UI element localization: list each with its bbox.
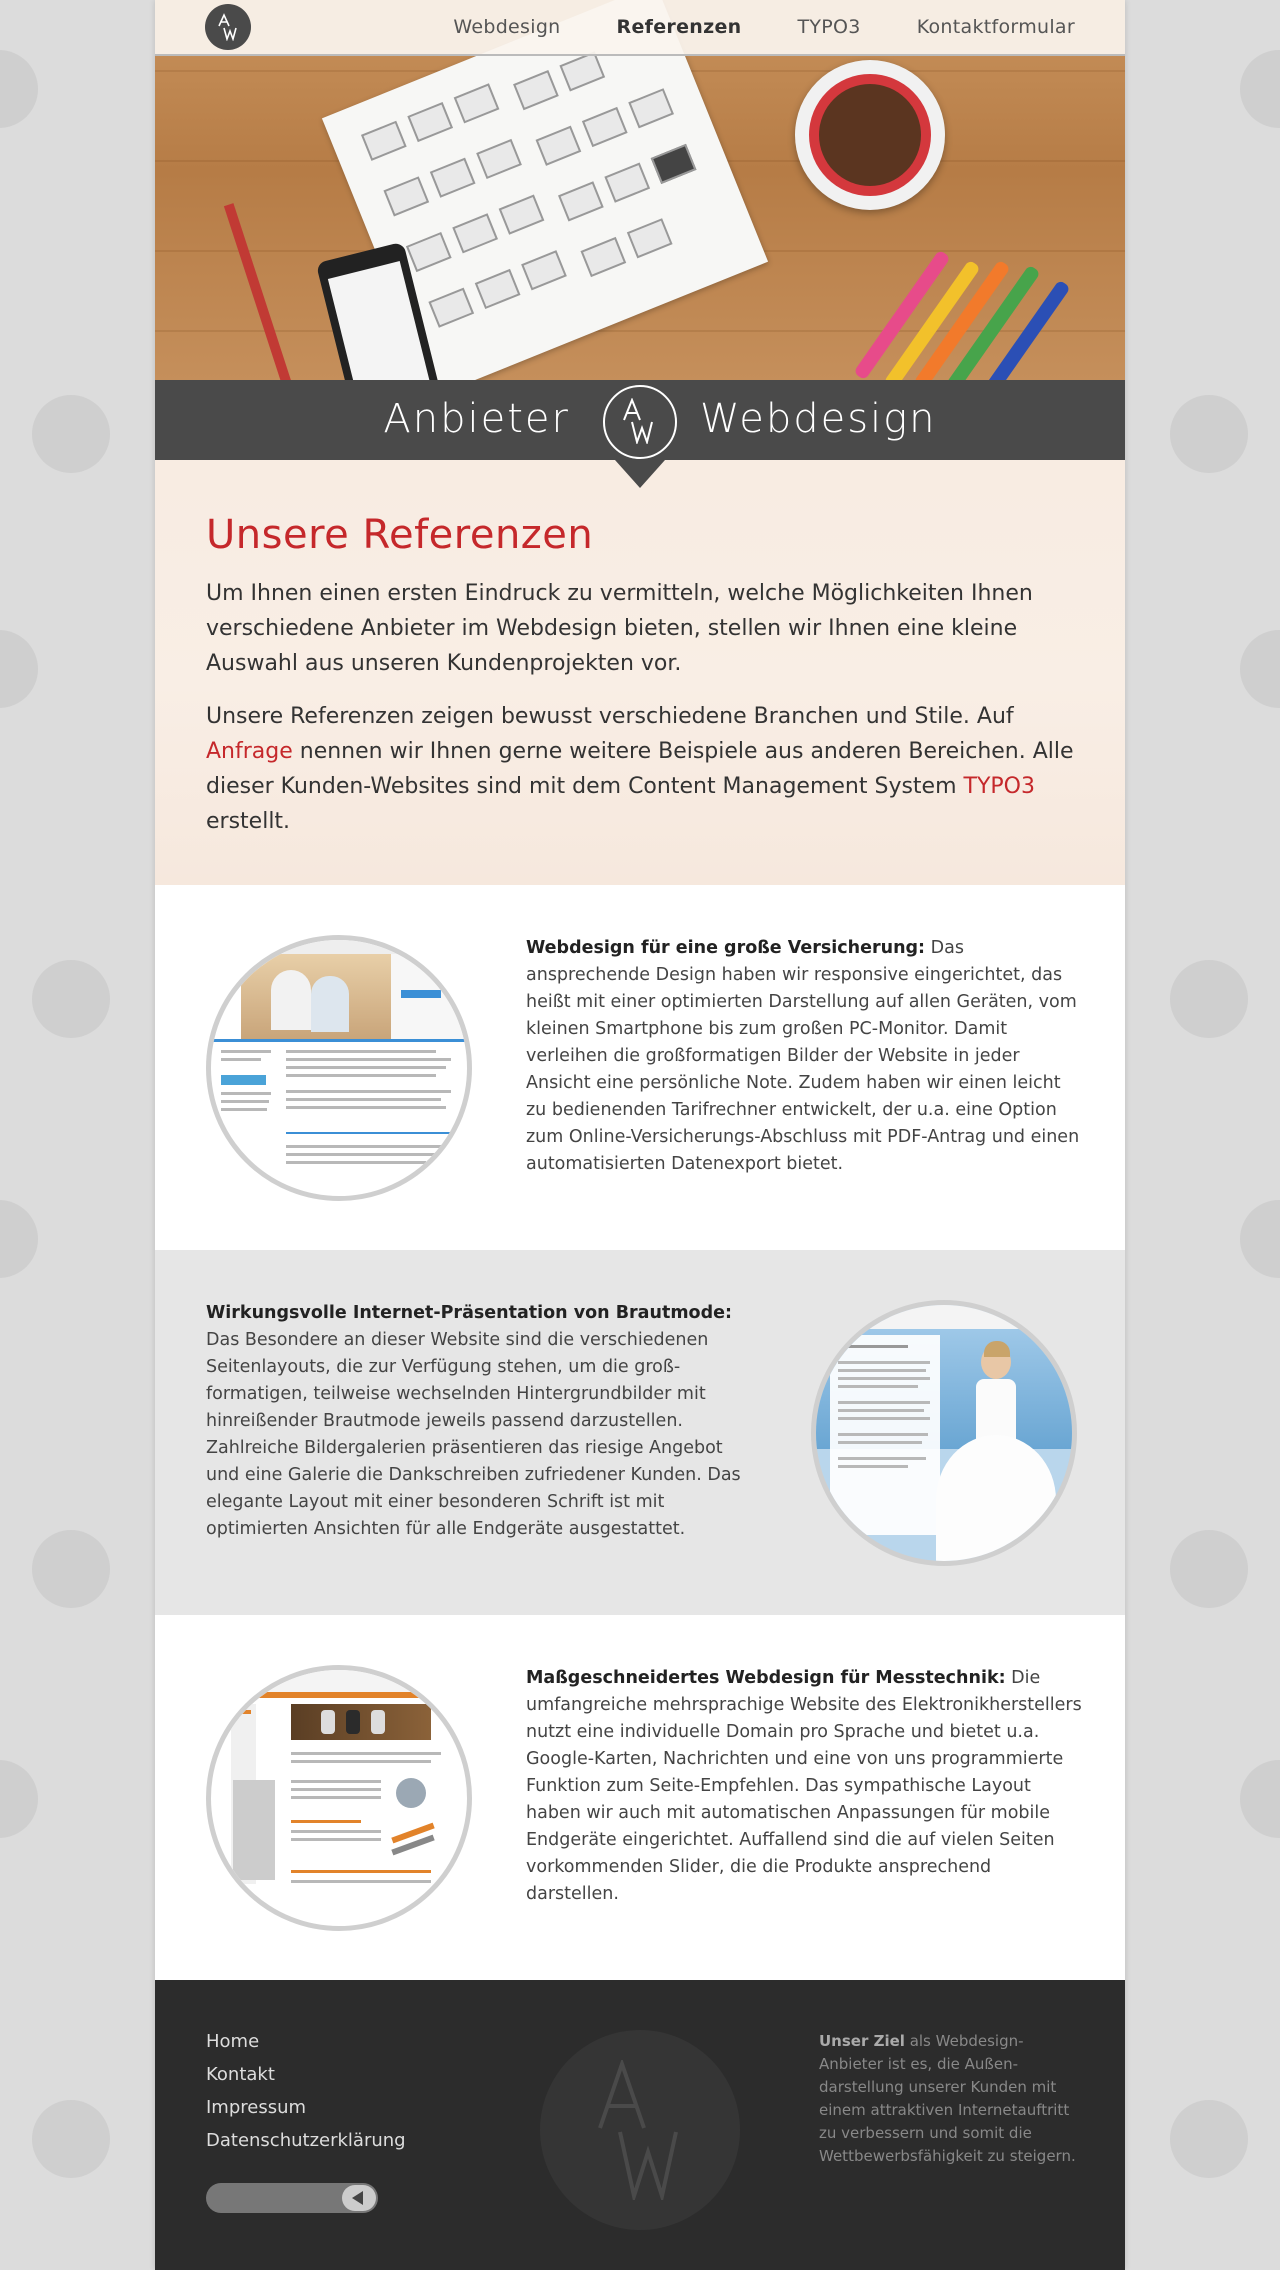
footer-link-home[interactable]: Home <box>206 2031 260 2052</box>
reference-text-insurance <box>526 935 1086 1178</box>
intro-text: nennen wir Ihnen gerne weitere Beispiele aus anderen Bereichen. Alle dieser Kunden-Websites sind mit dem Content Management System <box>206 739 1074 799</box>
main-nav <box>453 0 1075 54</box>
bg-dot <box>1240 1200 1280 1278</box>
footer-link-kontakt[interactable]: Kontakt <box>206 2064 275 2085</box>
coffee-mug <box>795 60 945 210</box>
reference-description: Das ansprechende Design haben wir responsive eingerichtet, das heißt mit einer optimierten Darstellung auf allen Geräten, vom kleinen Smartphone bis zum großen PC-Monitor. Damit verleihen die großformatigen Bilder der Website in jeder Ansicht eine persönliche Note. Zudem haben wir einen leicht zu bedienenden Tarifrechner entwickelt, der u.a. eine Option zum Online-Versicherungs-Abschluss mit PDF-Antrag und einen automatisierten Datenexport bietet. <box>526 938 1080 1174</box>
nav-item-referenzen[interactable]: Referenzen <box>616 16 742 38</box>
banner-word-left: Anbieter <box>383 396 570 442</box>
reference-screenshot-insurance[interactable] <box>206 935 472 1201</box>
bg-dot <box>0 1200 38 1278</box>
scroll-to-top-button[interactable] <box>342 2185 376 2211</box>
reference-insurance <box>155 885 1125 1250</box>
bg-dot <box>32 960 110 1038</box>
footer-links <box>206 2030 406 2162</box>
footer-goal-description: als Webdesign-Anbieter ist es, die Außendarstellung unserer Kunden mit einem attraktiven Internetauftritt zu verbessern und somit die Wettbewerbsfähigkeit zu steigern. <box>819 2032 1076 2165</box>
bg-dot <box>1240 50 1280 128</box>
bg-dot <box>0 630 38 708</box>
footer <box>155 1980 1125 2270</box>
bg-dot <box>1240 1760 1280 1838</box>
footer-link-datenschutz[interactable]: Datenschutzerklärung <box>206 2130 406 2151</box>
footer-goal-title: Unser Ziel <box>819 2032 905 2050</box>
bg-dot <box>1240 630 1280 708</box>
banner-word-right: Webdesign <box>700 396 937 442</box>
aw-logo-icon <box>214 13 242 41</box>
intro-paragraph-2 <box>206 699 1076 839</box>
nav-item-typo3[interactable]: TYPO3 <box>797 16 861 38</box>
bg-dot <box>0 1760 38 1838</box>
scroll-to-top-bar[interactable] <box>206 2183 378 2213</box>
logo[interactable] <box>205 4 251 50</box>
reference-title: Wirkungsvolle Internet-Präsentation von Brautmode: <box>206 1303 732 1323</box>
bg-dot <box>32 1530 110 1608</box>
footer-goal-text <box>819 2030 1079 2168</box>
bg-dot <box>1170 395 1248 473</box>
page-title: Unsere Referenzen <box>206 512 594 558</box>
reference-title: Webdesign für eine große Versicherung: <box>526 938 926 958</box>
reference-text-measurement <box>526 1665 1086 1908</box>
anfrage-link[interactable]: Anfrage <box>206 739 293 764</box>
reference-title: Maßgeschneidertes Webdesign für Messtechnik: <box>526 1668 1006 1688</box>
bg-dot <box>1170 2100 1248 2178</box>
top-navigation-bar <box>155 0 1125 56</box>
footer-logo <box>540 2030 740 2230</box>
reference-measurement <box>155 1615 1125 1980</box>
brand-banner <box>155 380 1125 460</box>
bg-dot <box>32 395 110 473</box>
reference-screenshot-bridal[interactable] <box>811 1300 1077 1566</box>
reference-description: Das Besondere an dieser Website sind die verschiedenen Seitenlayouts, die zur Verfügung stehen, um die großformatigen, teilweise wechselnden Hintergrundbilder mit hinreißender Brautmode jeweils passend darzustellen. Zahlreiche Bildergalerien präsentieren das riesige Angebot und eine Galerie die Dankschreiben zufriedener Kunden. Das elegante Layout mit einer besonderen Schrift ist mit optimierten Ansichten für alle Endgeräte ausgestattet. <box>206 1330 741 1539</box>
aw-logo-icon <box>578 2060 702 2200</box>
aw-logo-icon <box>618 398 662 444</box>
pencil <box>224 203 292 380</box>
nav-item-kontaktformular[interactable]: Kontaktformular <box>916 16 1075 38</box>
bg-dot <box>1170 1530 1248 1608</box>
reference-description: Die umfangreiche mehrsprachige Website des Elektronikherstellers nutzt eine individuelle Domain pro Sprache und bietet u.a. Google-Karten, Nachrichten und eine von uns programmierte Funktion zum Seite-Empfehlen. Das sympathische Layout haben wir auch mit automatischen Anpassungen für mobile Endgeräte eingerichtet. Auffallend sind die auf vielen Seiten vorkommenden Slider, die die Produkte ansprechend darstellen. <box>526 1668 1082 1904</box>
intro-text: Unsere Referenzen zeigen bewusst verschiedene Branchen und Stile. Auf <box>206 704 1014 729</box>
intro-paragraph-1: Um Ihnen einen ersten Eindruck zu vermitteln, welche Möglichkeiten Ihnen verschiedene Anbieter im Webdesign bieten, stellen wir Ihnen eine kleine Auswahl aus unseren Kundenprojekten vor. <box>206 581 1033 676</box>
intro-text: erstellt. <box>206 809 291 834</box>
hero-image <box>155 0 1125 380</box>
reference-text-bridal <box>206 1300 746 1543</box>
bg-dot <box>1170 960 1248 1038</box>
bg-dot <box>32 2100 110 2178</box>
reference-bridal <box>155 1250 1125 1615</box>
banner-notch <box>615 460 665 488</box>
footer-link-impressum[interactable]: Impressum <box>206 2097 307 2118</box>
bg-dot <box>0 50 38 128</box>
reference-screenshot-measurement[interactable] <box>206 1665 472 1931</box>
page-container <box>155 0 1125 2270</box>
banner-logo <box>603 385 677 459</box>
nav-item-webdesign[interactable]: Webdesign <box>453 16 561 38</box>
typo3-link[interactable]: TYPO3 <box>963 774 1035 799</box>
